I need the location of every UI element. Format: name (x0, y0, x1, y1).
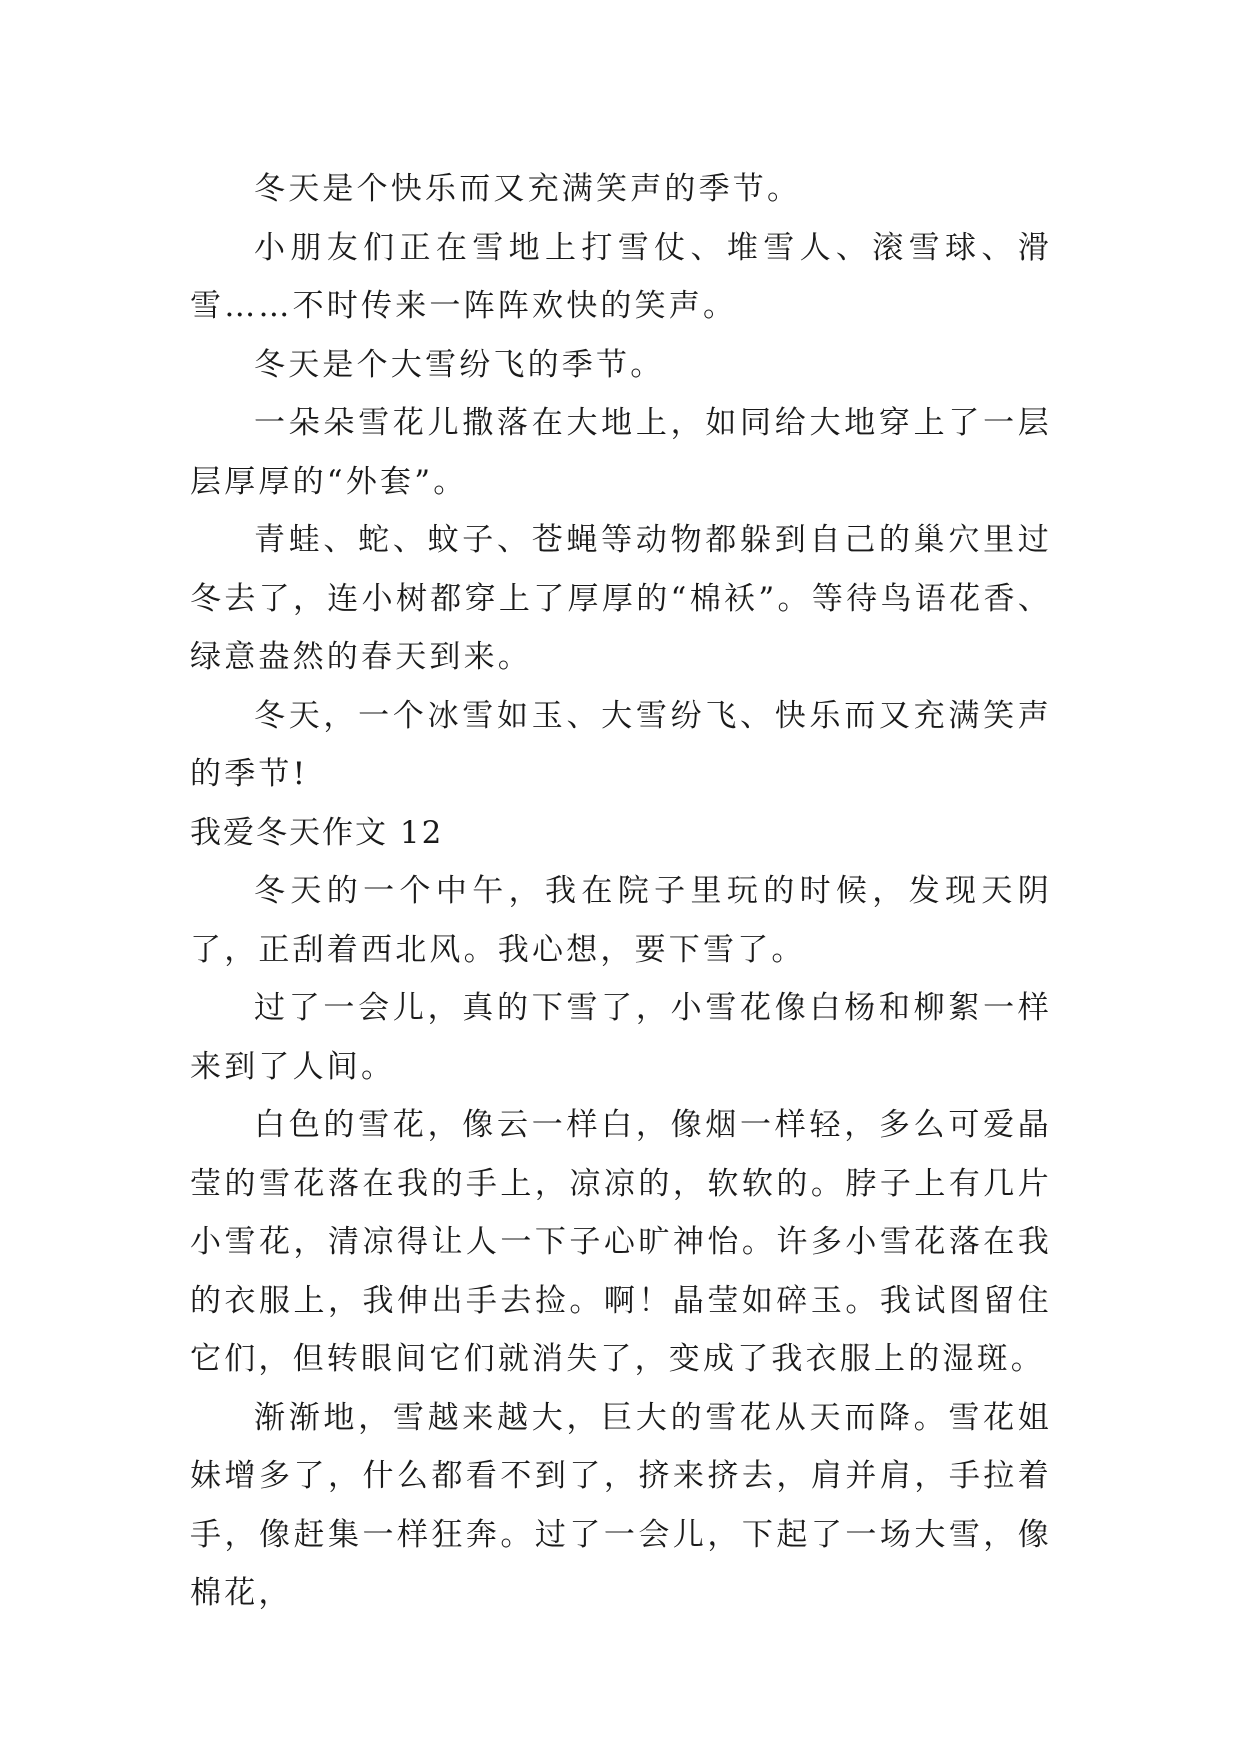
paragraph: 冬天的一个中午，我在院子里玩的时候，发现天阴了，正刮着西北风。我心想，要下雪了。 (190, 873, 1052, 968)
paragraph: 青蛙、蛇、蚊子、苍蝇等动物都躲到自己的巢穴里过冬去了，连小树都穿上了厚厚的“棉袄”。等待鸟语花香、绿意盎然的春天到来。 (190, 522, 1052, 675)
essay-title: 我爱冬天作文 12 (190, 814, 444, 851)
paragraph: 冬天，一个冰雪如玉、大雪纷飞、快乐而又充满笑声的季节! (190, 697, 1052, 792)
paragraph: 冬天是个快乐而又充满笑声的季节。 (254, 171, 802, 207)
paragraph: 小朋友们正在雪地上打雪仗、堆雪人、滚雪球、滑雪……不时传来一阵阵欢快的笑声。 (190, 229, 1052, 324)
paragraph: 一朵朵雪花儿撒落在大地上，如同给大地穿上了一层层厚厚的“外套”。 (190, 405, 1052, 500)
paragraph: 过了一会儿，真的下雪了，小雪花像白杨和柳絮一样来到了人间。 (190, 990, 1052, 1085)
document-body (190, 160, 1052, 1623)
paragraph: 冬天是个大雪纷飞的季节。 (254, 346, 665, 383)
paragraph: 渐渐地，雪越来越大，巨大的雪花从天而降。雪花姐妹增多了，什么都看不到了，挤来挤去，肩并肩，手拉着手，像赶集一样狂奔。过了一会儿，下起了一场大雪，像棉花， (190, 1399, 1052, 1611)
paragraph: 白色的雪花，像云一样白，像烟一样轻，多么可爱晶莹的雪花落在我的手上，凉凉的，软软的。脖子上有几片小雪花，清凉得让人一下子心旷神怡。许多小雪花落在我的衣服上，我伸出手去捡。啊！晶莹如碎玉。我试图留住它们，但转眼间它们就消失了，变成了我衣服上的湿斑。 (190, 1107, 1052, 1377)
